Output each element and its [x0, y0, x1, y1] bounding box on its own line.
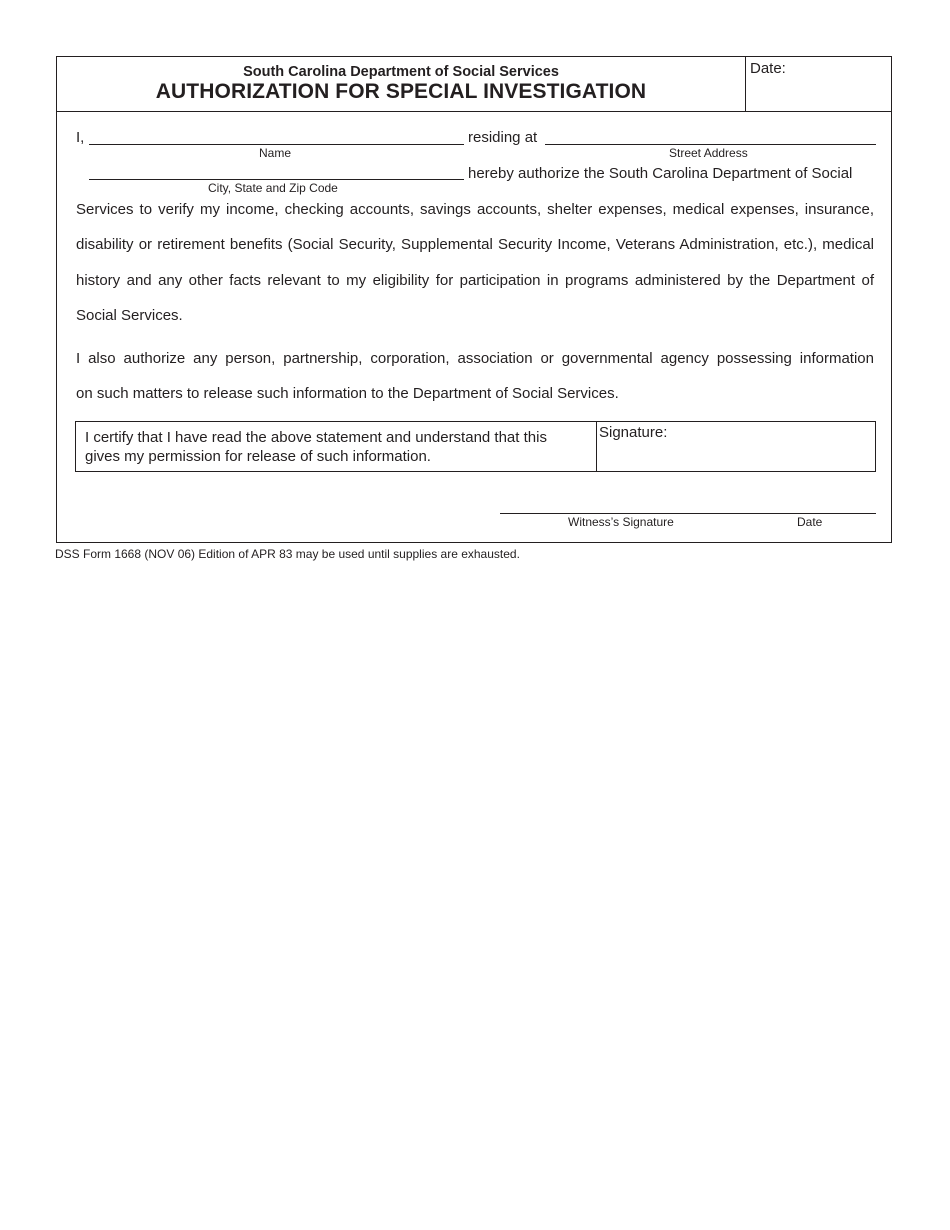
witness-signature-label: Witness’s Signature — [568, 515, 674, 529]
authorization-form — [56, 56, 892, 543]
paragraph-line: I also authorize any person, partnership, corporation, association or governmental agency possessing information — [76, 350, 874, 367]
intro-text: I, — [76, 129, 85, 146]
form-title: AUTHORIZATION FOR SPECIAL INVESTIGATION — [155, 80, 647, 103]
authorize-text: hereby authorize the South Carolina Department of Social — [468, 165, 853, 182]
paragraph-line: history and any other facts relevant to my eligibility for participation in programs administered by the Department of — [76, 271, 874, 289]
paragraph-line: Social Services. — [76, 306, 183, 324]
paragraph-line: disability or retirement benefits (Social Security, Supplemental Security Income, Veterans Administration, etc.), medical — [76, 236, 874, 254]
paragraph-line: Services to verify my income, checking accounts, savings accounts, shelter expenses, medical expenses, insurance, — [76, 201, 874, 218]
name-label: Name — [259, 146, 292, 160]
release-paragraph — [76, 341, 874, 412]
certification-divider — [596, 422, 597, 471]
street-address-label: Street Address — [669, 146, 748, 160]
date-field[interactable] — [746, 57, 891, 111]
form-footer-note: DSS Form 1668 (NOV 06) Edition of APR 83 may be used until supplies are exhausted. — [55, 547, 520, 561]
paragraph-line: on such matters to release such information to the Department of Social Services. — [76, 385, 619, 403]
authorization-paragraph — [76, 192, 874, 333]
name-input-line[interactable] — [89, 144, 464, 145]
form-header — [57, 57, 891, 112]
witness-signature-line[interactable] — [500, 513, 876, 514]
residing-text: residing at — [468, 129, 538, 146]
witness-date-label: Date — [797, 515, 823, 529]
department-name: South Carolina Department of Social Services — [243, 64, 559, 80]
signature-label: Signature: — [599, 424, 668, 441]
city-state-zip-input-line[interactable] — [89, 179, 464, 180]
city-state-zip-label: City, State and Zip Code — [208, 181, 338, 195]
date-label: Date: — [750, 60, 786, 77]
street-address-input-line[interactable] — [545, 144, 876, 145]
certification-text: I certify that I have read the above statement and understand that this gives my permission for release of such information. — [85, 429, 547, 465]
signature-field[interactable] — [598, 423, 874, 470]
header-title-box — [57, 57, 746, 111]
